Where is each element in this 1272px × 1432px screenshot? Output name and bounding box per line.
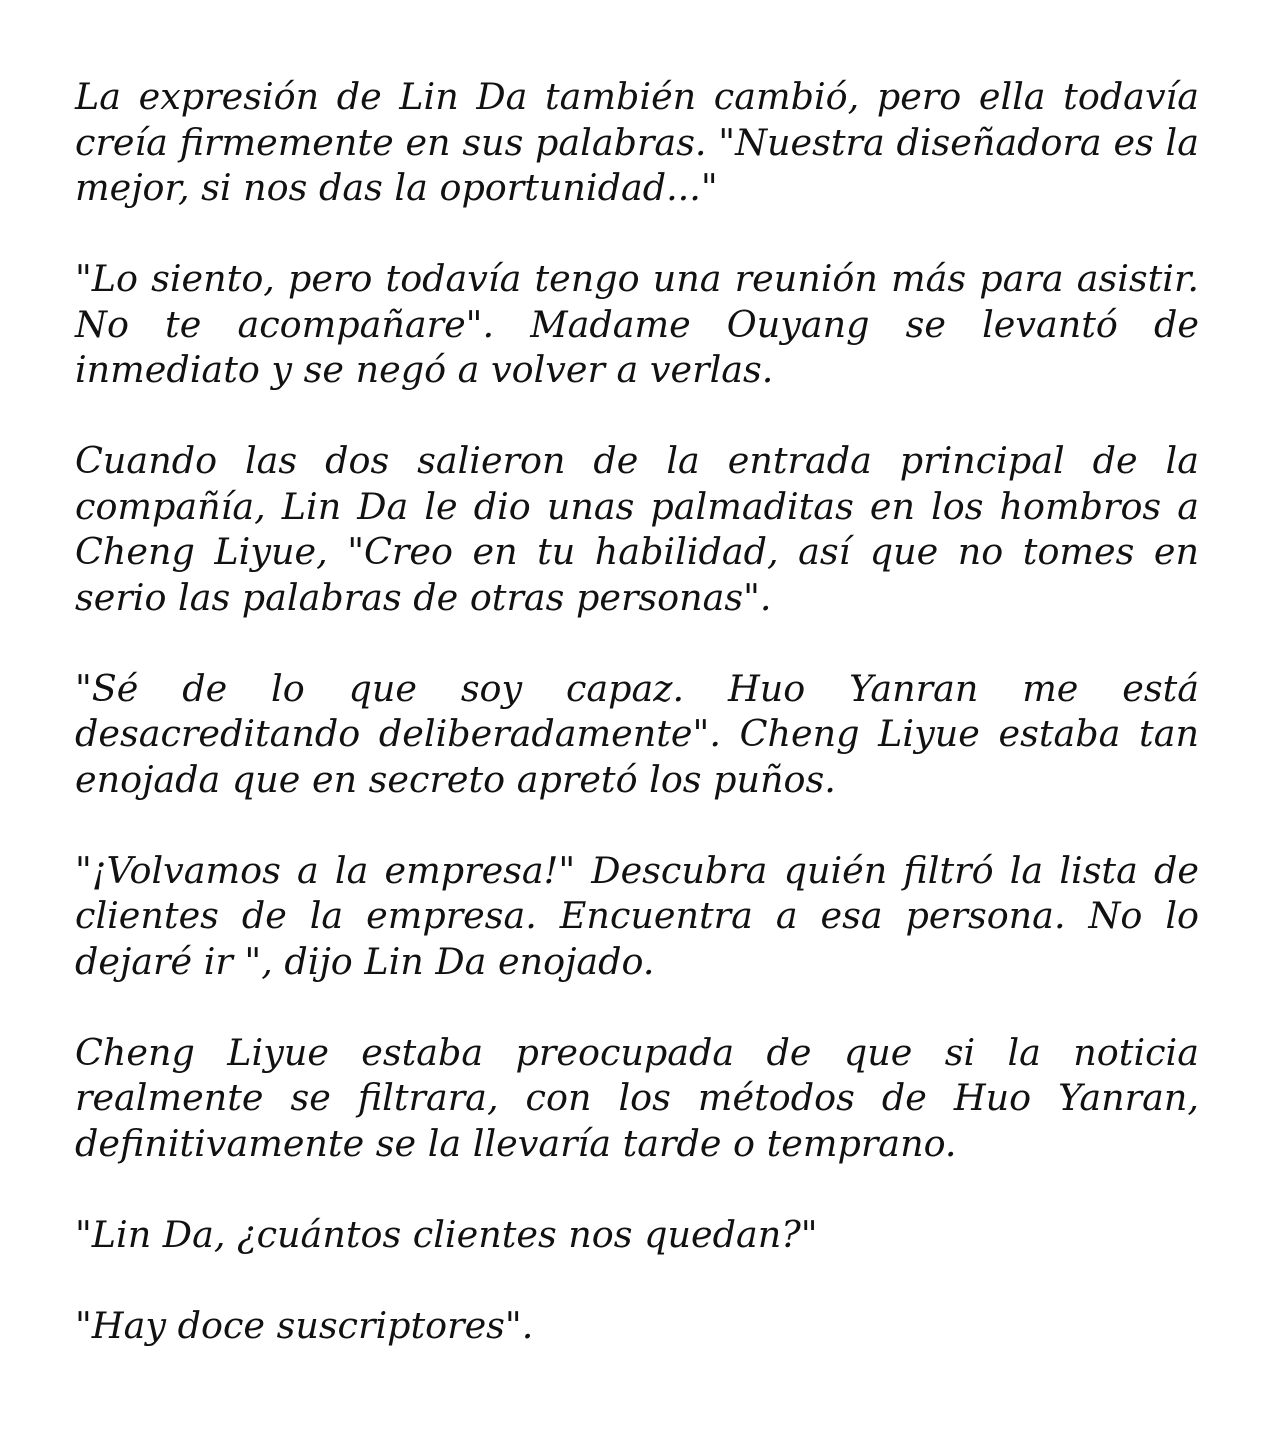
paragraph-5: "¡Volvamos a la empresa!" Descubra quién filtró la lista de clientes de la empresa. Encuentra a esa persona. No lo dejaré ir ", dijo Lin Da enojado. xyxy=(75,848,1199,983)
paragraph-7: "Lin Da, ¿cuántos clientes nos quedan?" xyxy=(75,1212,818,1256)
paragraph-3: Cuando las dos salieron de la entrada principal de la compañía, Lin Da le dio unas palmaditas en los hombros a Cheng Liyue, "Creo en tu habilidad, así que no tomes en serio las palabras de otras personas". xyxy=(75,439,1199,619)
paragraph-6: Cheng Liyue estaba preocupada de que si la noticia realmente se filtrara, con los métodos de Huo Yanran, definitivamente se la llevaría tarde o temprano. xyxy=(75,1030,1199,1165)
document-body xyxy=(75,74,1199,1394)
paragraph-2: "Lo siento, pero todavía tengo una reunión más para asistir. No te acompañare". Madame Ouyang se levantó de inmediato y se negó a volver a verlas. xyxy=(75,257,1199,391)
paragraph-8: "Hay doce suscriptores". xyxy=(75,1303,534,1347)
paragraph-1: La expresión de Lin Da también cambió, pero ella todavía creía firmemente en sus palabras. "Nuestra diseñadora es la mejor, si nos das la oportunidad..." xyxy=(75,75,1199,209)
paragraph-4: "Sé de lo que soy capaz. Huo Yanran me está desacreditando deliberadamente". Cheng Liyue estaba tan enojada que en secreto apretó los puños. xyxy=(75,666,1199,801)
